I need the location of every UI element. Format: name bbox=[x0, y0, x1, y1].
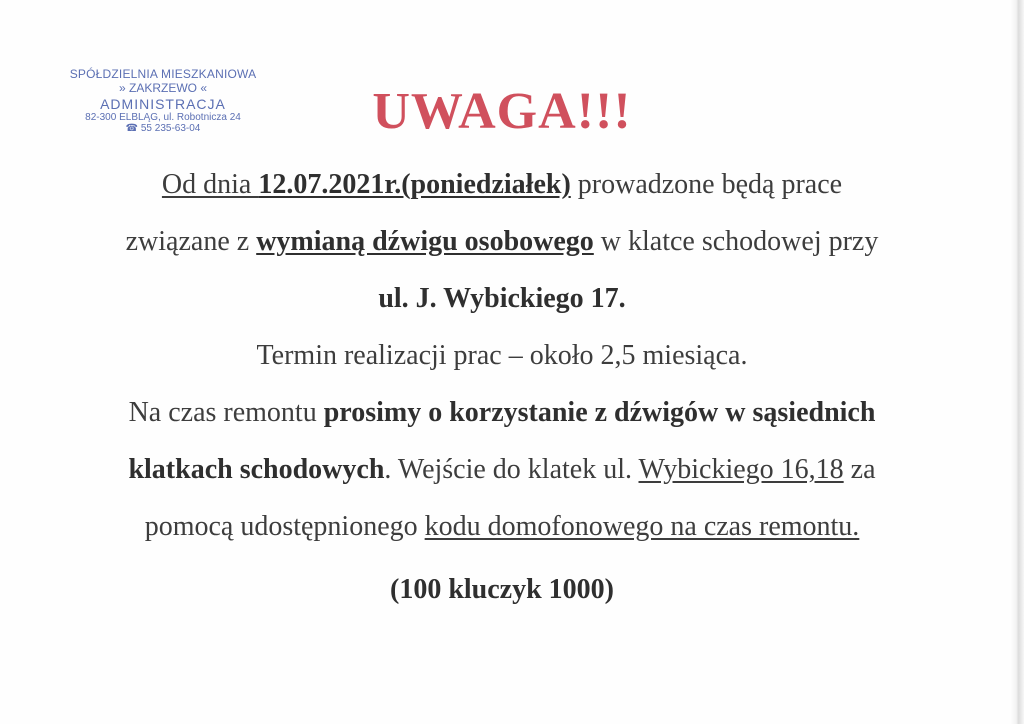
notice-line bbox=[40, 390, 964, 447]
start-date: 12.07.2021r.(poniedziałek) bbox=[258, 169, 571, 200]
notice-line bbox=[40, 333, 964, 390]
request-text: klatkach schodowych bbox=[128, 454, 385, 485]
intercom-code: (100 kluczyk 1000) bbox=[390, 574, 614, 605]
text-span: Termin realizacji prac – około 2,5 miesiąca. bbox=[256, 340, 748, 371]
text-span: prowadzone będą prace bbox=[570, 169, 843, 200]
stamp-line: ADMINISTRACJA bbox=[100, 95, 226, 112]
stamp-line: 82-300 ELBLĄG, ul. Robotnicza 24 bbox=[85, 111, 241, 123]
notice-body bbox=[40, 162, 964, 561]
notice-line bbox=[40, 219, 964, 276]
work-description: wymianą dźwigu osobowego bbox=[256, 226, 594, 257]
text-span: . Wejście do klatek ul. bbox=[384, 454, 639, 485]
intercom-code-info: kodu domofonowego na czas remontu. bbox=[424, 511, 860, 542]
request-text: prosimy o korzystanie z dźwigów w sąsiednich bbox=[323, 397, 876, 428]
notice-line bbox=[40, 504, 964, 561]
text-span: za bbox=[843, 454, 876, 485]
stamp-line: ☎ 55 235-63-04 bbox=[125, 123, 201, 135]
text-span: Od dnia bbox=[161, 169, 259, 200]
notice-line bbox=[40, 447, 964, 504]
stamp-line: SPÓŁDZIELNIA MIESZKANIOWA bbox=[69, 67, 257, 81]
text-span: w klatce schodowej przy bbox=[593, 226, 879, 257]
neighbor-address: Wybickiego 16,18 bbox=[638, 454, 844, 485]
notice-line bbox=[40, 276, 964, 333]
text-span: związane z bbox=[125, 226, 257, 257]
text-span: Na czas remontu bbox=[128, 397, 324, 428]
stamp-line: » ZAKRZEWO « bbox=[118, 80, 207, 95]
address: ul. J. Wybickiego 17. bbox=[378, 283, 626, 314]
text-span: pomocą udostępnionego bbox=[144, 511, 425, 542]
notice-line bbox=[40, 162, 964, 219]
notice-title: UWAGA!!! bbox=[372, 83, 632, 140]
page-edge bbox=[1010, 0, 1024, 724]
